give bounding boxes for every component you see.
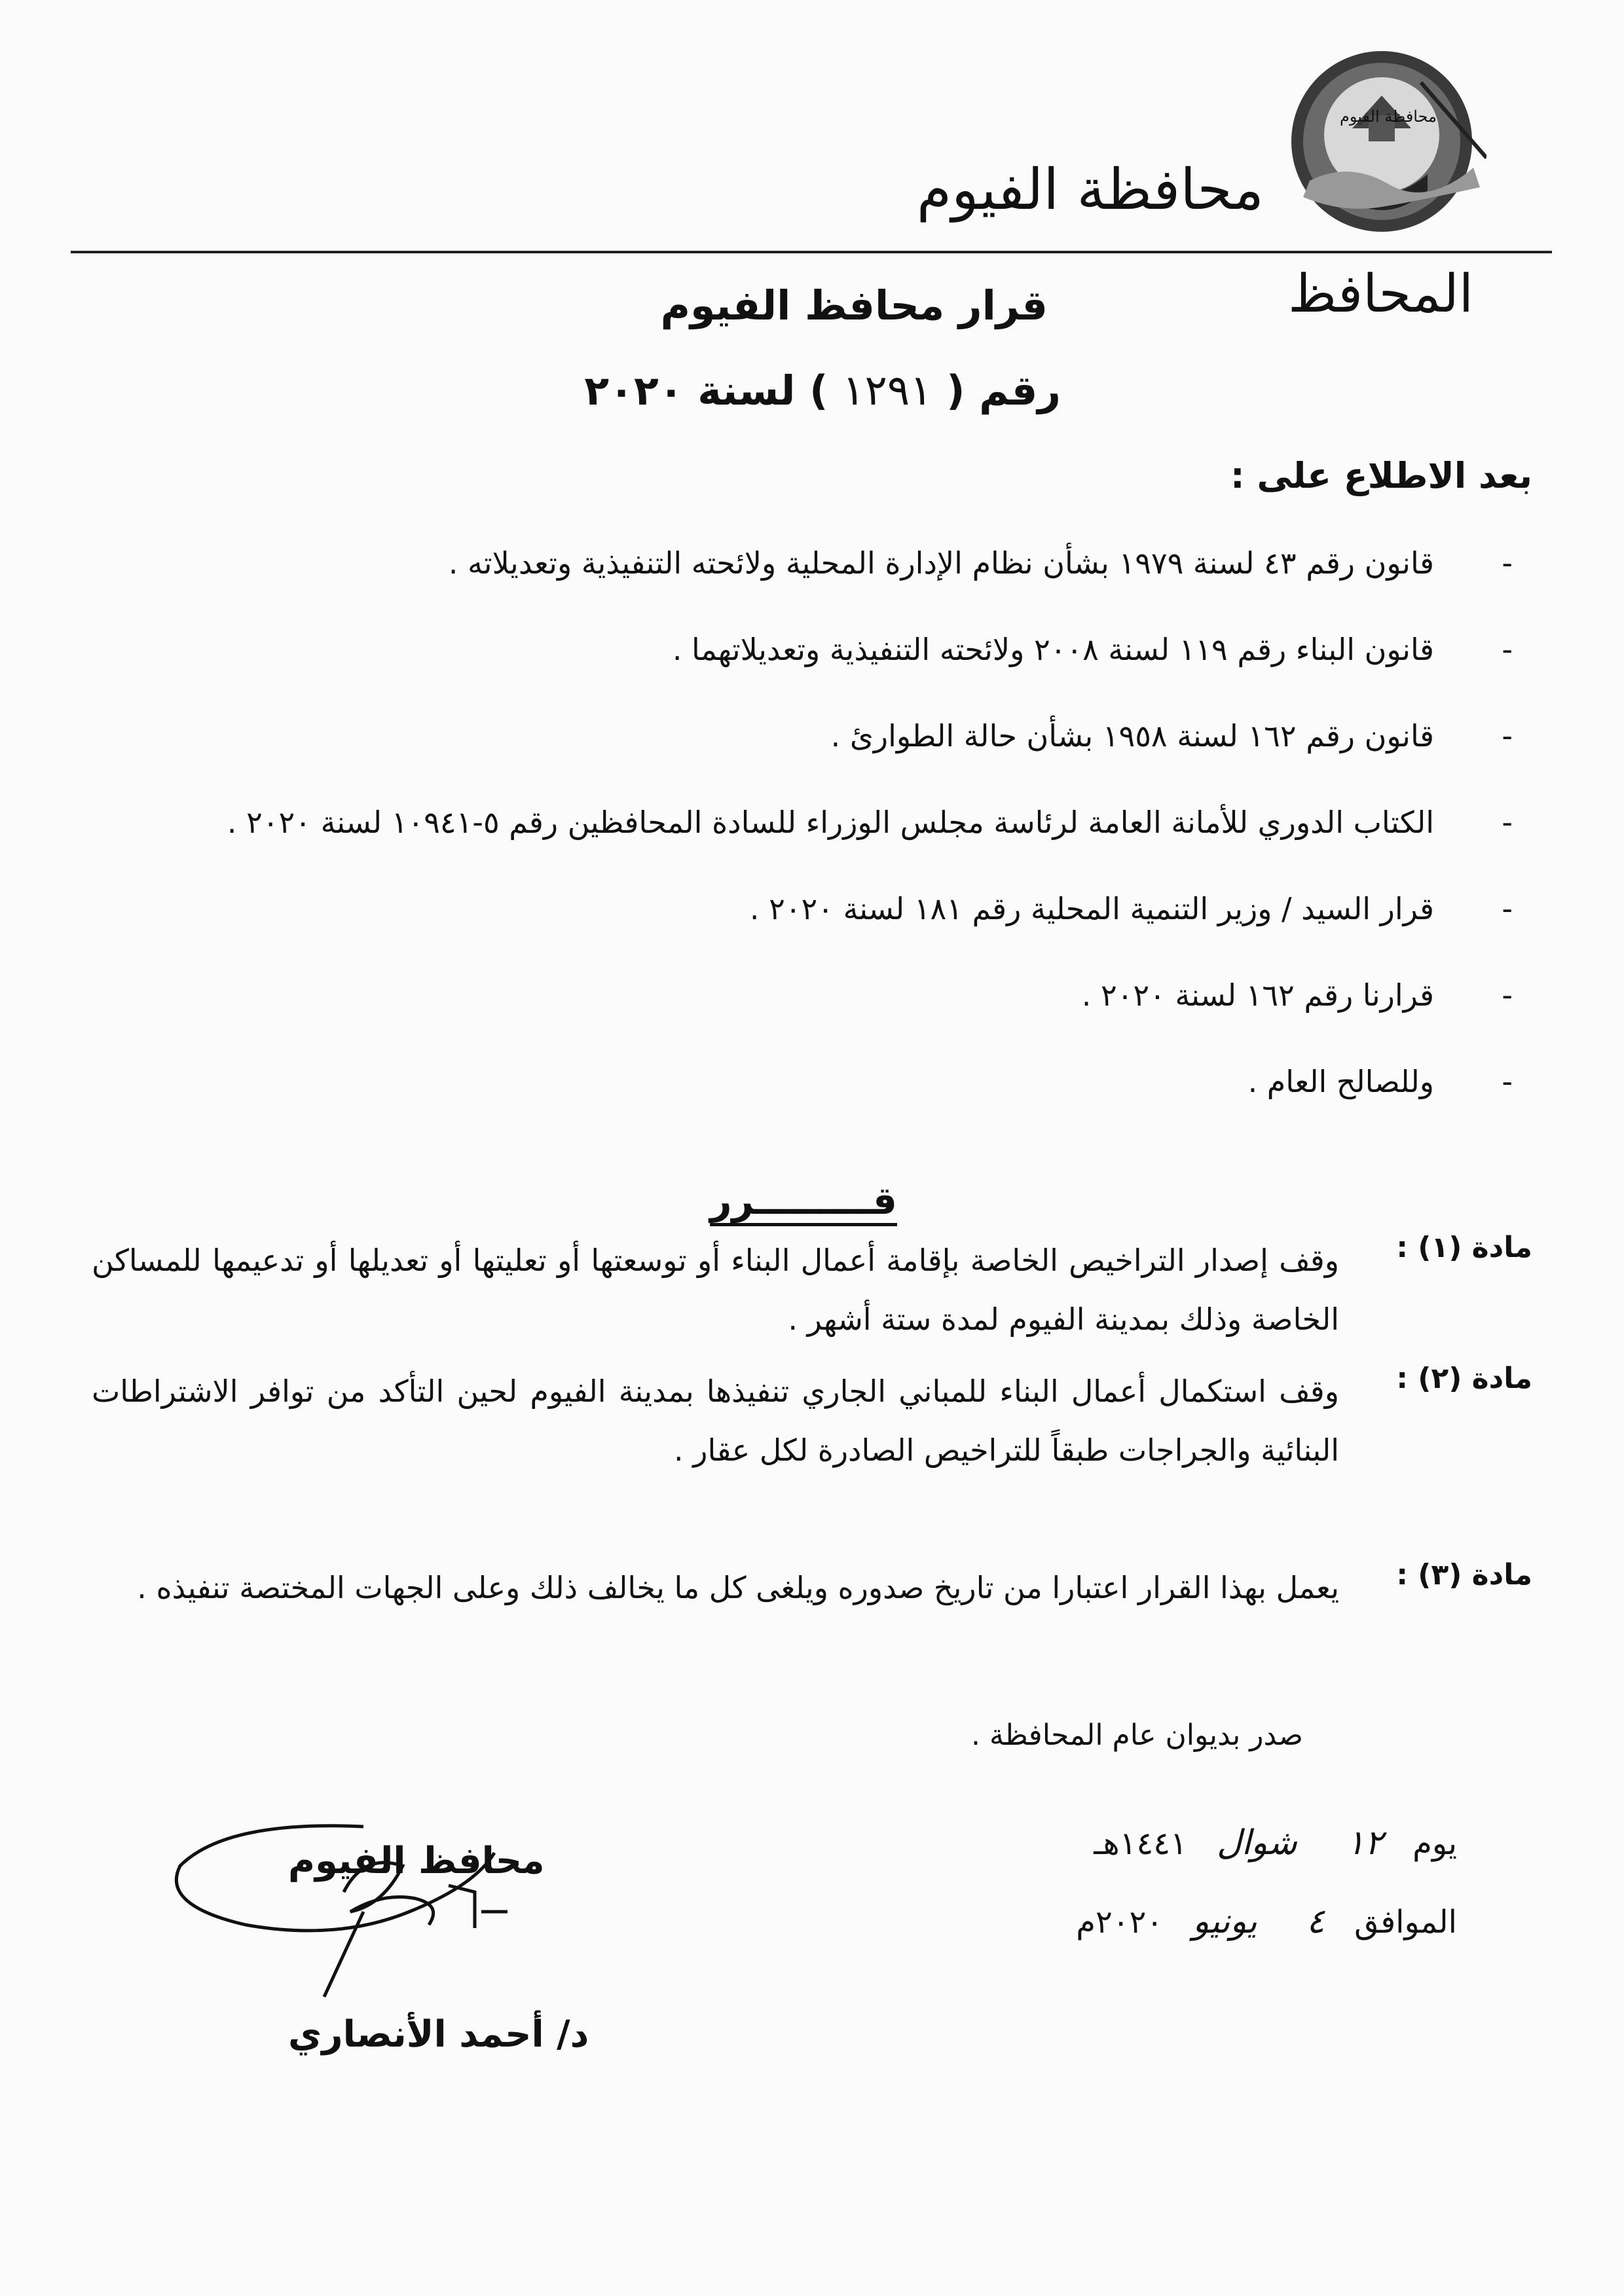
article-text: وقف إصدار التراخيص الخاصة بإقامة أعمال البناء أو توسعتها أو تعليتها أو تعديلها أو تدعيمها للمساكن الخاصة وذلك بمدينة الفيوم لمدة ستة أشهر .: [92, 1243, 1339, 1337]
recital-item: - قرارنا رقم ١٦٢ لسنة ٢٠٢٠ .: [183, 969, 1526, 1021]
decree-number-suffix: ) لسنة ٢٠٢٠: [584, 367, 828, 414]
article-label: مادة (٣) :: [1396, 1558, 1532, 1592]
decree-number-handwritten: ١٢٩١: [842, 367, 932, 415]
article-label: مادة (١) :: [1396, 1231, 1532, 1264]
decree-number: [584, 367, 1061, 415]
recital-item: - قانون رقم ٤٣ لسنة ١٩٧٩ بشأن نظام الإدارة المحلية ولائحته التنفيذية وتعديلاته .: [183, 537, 1526, 589]
issued-statement: صدر بديوان عام المحافظة .: [971, 1719, 1303, 1752]
seal-text: محافظة الفيوم: [1340, 107, 1437, 126]
header-divider: [71, 251, 1552, 253]
article-text: وقف استكمال أعمال البناء للمباني الجاري تنفيذها بمدينة الفيوم لحين التأكد من توافر الاشتراطات البنائية والجراجات طبقاً للتراخيص الصادرة لكل عقار .: [92, 1374, 1339, 1468]
recital-item: - وللصالح العام .: [183, 1055, 1526, 1108]
date-day-label: يوم: [1412, 1825, 1457, 1862]
date-equiv-label: الموافق: [1354, 1904, 1457, 1941]
greg-day: ٤: [1306, 1902, 1325, 1941]
governorate-name: محافظة الفيوم: [916, 157, 1264, 223]
governorate-seal-icon: [1290, 43, 1486, 240]
article-2: [92, 1362, 1532, 1480]
governor-role-label: المحافظ: [1287, 263, 1473, 324]
decided-heading: قـــــــــرر: [710, 1178, 897, 1223]
recital-item: - قانون البناء رقم ١١٩ لسنة ٢٠٠٨ ولائحته التنفيذية وتعديلاتهما .: [183, 623, 1526, 676]
recital-item: - الكتاب الدوري للأمانة العامة لرئاسة مجلس الوزراء للسادة المحافظين رقم ٥-١٠٩٤١ لسنة ٢٠٢٠ .: [183, 796, 1526, 848]
greg-month: يونيو: [1192, 1902, 1257, 1941]
signatory-name: د/ أحمد الأنصاري: [288, 2013, 589, 2056]
preamble-heading: بعد الاطلاع على :: [1230, 455, 1532, 496]
decree-number-prefix: رقم (: [946, 367, 1061, 414]
hijri-day: ١٢: [1346, 1823, 1383, 1863]
greg-year: ٢٠٢٠م: [1076, 1904, 1164, 1941]
article-label: مادة (٢) :: [1396, 1362, 1532, 1395]
recitals-list: [183, 537, 1526, 1142]
article-3: [92, 1558, 1532, 1617]
recital-item: - قانون رقم ١٦٢ لسنة ١٩٥٨ بشأن حالة الطوارئ .: [183, 710, 1526, 762]
gregorian-date: [1076, 1902, 1457, 1941]
hijri-date: [1094, 1823, 1457, 1863]
recital-item: - قرار السيد / وزير التنمية المحلية رقم ١٨١ لسنة ٢٠٢٠ .: [183, 883, 1526, 935]
decree-title: قرار محافظ الفيوم: [660, 282, 1048, 329]
hijri-month: شوال: [1217, 1823, 1297, 1863]
hijri-year: ١٤٤١هـ: [1094, 1825, 1187, 1862]
article-text: يعمل بهذا القرار اعتبارا من تاريخ صدوره ويلغى كل ما يخالف ذلك وعلى الجهات المختصة تنفيذه .: [137, 1570, 1339, 1605]
signature-title: محافظ الفيوم: [288, 1840, 545, 1882]
article-1: [92, 1231, 1532, 1349]
